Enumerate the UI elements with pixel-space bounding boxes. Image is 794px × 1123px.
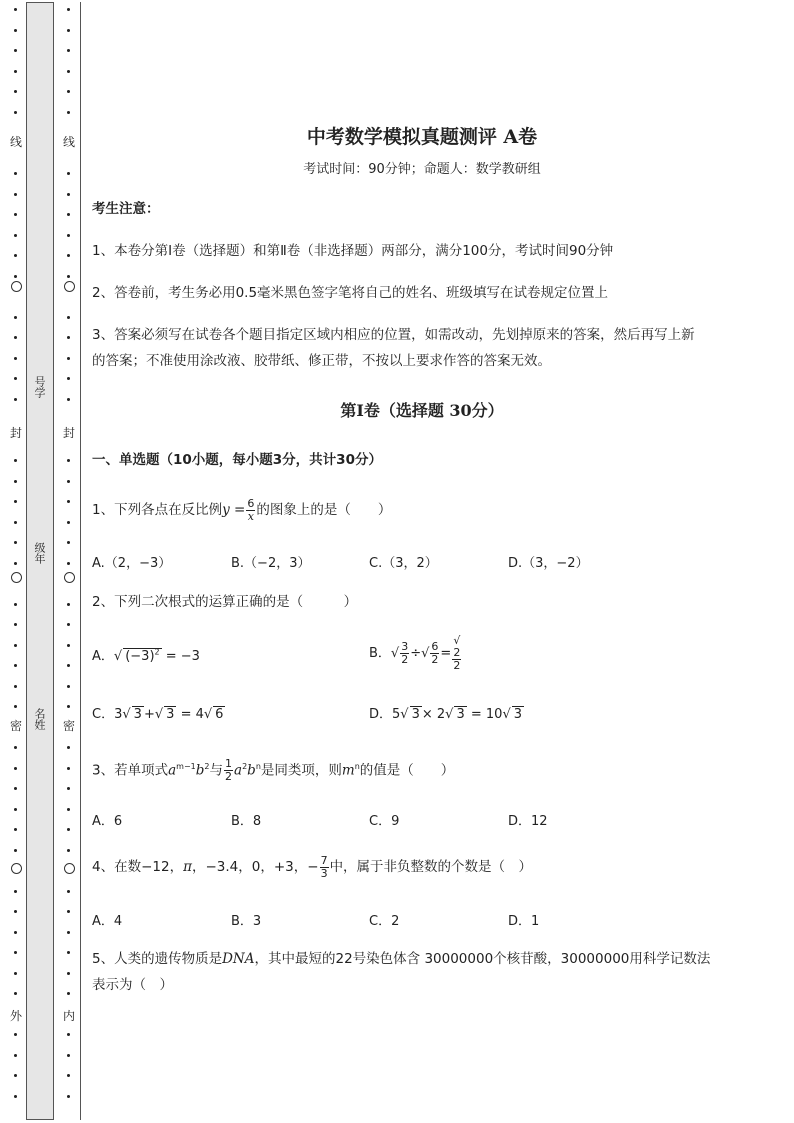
q1-func: y = <box>222 502 246 518</box>
left-mark-mi: 密 <box>9 719 22 733</box>
binding-dot <box>67 234 70 237</box>
binding-dot <box>14 910 17 913</box>
binding-dot <box>14 213 17 216</box>
binding-dot <box>14 541 17 544</box>
binding-dot <box>14 480 17 483</box>
q1-option-a[interactable]: A.（2，−3） <box>92 556 172 571</box>
binding-dot <box>14 828 17 831</box>
q2-c-r2: 3 <box>166 707 175 722</box>
binding-dot <box>67 49 70 52</box>
q3-mono1-b: b <box>195 762 205 779</box>
q5-pre: 5、人类的遗传物质是 <box>92 951 223 967</box>
q4-pre: 4、在数−12， <box>92 859 184 875</box>
q3-mono2-b: b <box>247 762 256 779</box>
question-5-stem-cont: 表示为（ ） <box>92 977 173 993</box>
inner-mark-nei: 内 <box>62 1009 75 1023</box>
binding-dot <box>67 172 70 175</box>
q1-frac-den: x <box>247 509 254 523</box>
q1-pre: 1、下列各点在反比例 <box>92 502 223 518</box>
inner-mark-feng: 封 <box>62 426 75 440</box>
q2-d-r3: 3 <box>513 707 523 722</box>
binding-dot <box>14 992 17 995</box>
inner-circle-1 <box>64 281 75 292</box>
binding-dot <box>67 357 70 360</box>
q2-c-r1: 3 <box>133 707 142 722</box>
q2-c-r3: 6 <box>215 707 224 722</box>
q4-option-a[interactable]: A．4 <box>92 914 123 929</box>
binding-dot <box>14 787 17 790</box>
binding-dot <box>14 254 17 257</box>
notice-item-3-cont: 的答案；不准使用涂改液、胶带纸、修正带，不按以上要求作答的答案无效。 <box>92 353 551 369</box>
binding-dot <box>14 951 17 954</box>
q2-b-rd: 2 <box>453 659 461 672</box>
binding-dot <box>67 8 70 11</box>
q2-a-exponent: 2 <box>154 647 160 657</box>
binding-dot <box>67 910 70 913</box>
binding-dot <box>14 808 17 811</box>
q2-c-coef: 3 <box>114 707 123 722</box>
q2-b-frac1 <box>400 641 409 666</box>
notice-item-3: 3、答案必须写在试卷各个题目指定区域内相应的位置，如需改动，先划掉原来的答案，然后再写上新 <box>92 327 695 343</box>
binding-dot <box>14 234 17 237</box>
left-mark-xian: 线 <box>9 135 22 149</box>
binding-dot <box>67 705 70 708</box>
gutter-label-grade: 级年 <box>33 542 46 564</box>
q3-mono1-bexp: 2 <box>204 762 210 771</box>
binding-dot <box>67 29 70 32</box>
exam-title: 中考数学模拟真题测评 A卷 <box>306 126 538 148</box>
q2-b-label: B． <box>369 646 391 661</box>
binding-dot <box>14 562 17 565</box>
binding-dot <box>67 1033 70 1036</box>
gutter-label-student-number: 号学 <box>33 376 46 398</box>
q4-option-c[interactable]: C．2 <box>369 914 400 929</box>
q2-b-n2: 6 <box>431 640 439 653</box>
q2-b-d1: 2 <box>401 653 409 666</box>
q2-option-a[interactable]: A．√ $(-3)^2 = -3$ <box>92 647 200 664</box>
q2-b-eq: = <box>440 646 452 661</box>
binding-dot <box>14 1033 17 1036</box>
binding-dot <box>14 49 17 52</box>
q2-a-radicand: (−3) <box>125 649 155 664</box>
inner-mark-mi: 密 <box>62 719 75 733</box>
binding-dot <box>67 931 70 934</box>
binding-dot <box>67 500 70 503</box>
q2-b-frac2 <box>430 641 439 666</box>
q4-post: 中，属于非负整数的个数是（ ） <box>329 859 533 875</box>
q2-c-plus: + <box>143 707 155 722</box>
question-3-stem <box>92 752 752 786</box>
binding-dot <box>67 541 70 544</box>
binding-dot <box>14 664 17 667</box>
q3-frac-den: 2 <box>225 770 232 783</box>
q4-fraction <box>320 855 329 880</box>
q4-frac-den: 3 <box>320 866 328 880</box>
binding-dot <box>14 398 17 401</box>
binding-dot <box>67 767 70 770</box>
q2-b-op: ÷ <box>410 646 422 661</box>
q2-a-rhs: = −3 <box>165 649 200 664</box>
binding-dot <box>67 992 70 995</box>
binding-dot <box>67 70 70 73</box>
binding-dot <box>14 459 17 462</box>
left-mark-wai: 外 <box>9 1009 22 1023</box>
q2-d-label: D． <box>369 707 393 722</box>
q5-dna: DNA <box>222 951 255 967</box>
binding-dot <box>14 275 17 278</box>
binding-dot <box>14 1095 17 1098</box>
exam-subtitle: 考试时间：90分钟；命题人：数学教研组 <box>303 162 541 177</box>
binding-dot <box>14 746 17 749</box>
question-1-stem <box>92 495 752 525</box>
q4-option-d[interactable]: D．1 <box>508 914 540 929</box>
q3-pre: 3、若单项式 <box>92 762 169 779</box>
q1-frac-num: 6 <box>247 496 255 510</box>
binding-dot <box>14 90 17 93</box>
binding-dot <box>14 1074 17 1077</box>
q3-option-d[interactable]: D．12 <box>508 814 548 829</box>
binding-dot <box>67 193 70 196</box>
binding-dot <box>14 623 17 626</box>
binding-dot <box>67 336 70 339</box>
q2-b-rn: 2 <box>453 646 461 659</box>
inner-circle-3 <box>64 863 75 874</box>
binding-dot <box>67 623 70 626</box>
question-2-stem: 2、下列二次根式的运算正确的是（ ） <box>92 594 358 610</box>
q2-b-n1: 3 <box>401 640 409 653</box>
binding-dot <box>67 808 70 811</box>
binding-dot <box>67 521 70 524</box>
binding-dot <box>67 398 70 401</box>
q2-b-d2: 2 <box>431 653 439 666</box>
q2-option-b[interactable]: B．√ $\frac{3}{2}$ ÷√ $\frac{6}{2}$ = √ 2 2 <box>369 634 461 672</box>
binding-dot <box>14 377 17 380</box>
q1-option-c[interactable]: C.（3，2） <box>369 556 438 571</box>
binding-dot <box>67 213 70 216</box>
binding-dot <box>14 8 17 11</box>
inner-mark-xian: 线 <box>62 135 75 149</box>
binding-dot <box>14 603 17 606</box>
q3-post2: 的值是（ ） <box>359 762 455 779</box>
q3-mid: 与 <box>209 762 223 779</box>
q3-frac-num: 1 <box>225 757 232 770</box>
binding-dot <box>67 890 70 893</box>
q3-m-base: m <box>341 762 355 779</box>
binding-dot <box>67 644 70 647</box>
q1-option-b[interactable]: B.（−2，3） <box>231 556 311 571</box>
q3-mono2-exp: 2 <box>242 762 248 771</box>
q3-fraction <box>224 758 233 783</box>
q2-b-frac3: √ 2 2 <box>453 634 461 672</box>
gutter-label-name: 名姓 <box>33 708 46 730</box>
binding-dot <box>67 377 70 380</box>
question-5-stem <box>92 946 752 972</box>
binding-dot <box>67 787 70 790</box>
q2-c-eq: = 4 <box>180 707 204 722</box>
binding-dot <box>14 316 17 319</box>
binding-dot <box>14 29 17 32</box>
binding-dot <box>14 193 17 196</box>
binding-dot <box>67 746 70 749</box>
binding-dot <box>14 70 17 73</box>
binding-dot <box>67 849 70 852</box>
binding-dot <box>14 336 17 339</box>
q4-frac-num: 7 <box>320 853 328 867</box>
binding-dot <box>14 357 17 360</box>
q5-post: ，其中最短的22号染色体含 30000000个核苷酸，30000000用科学记数法 <box>254 951 711 967</box>
notice-item-2: 2、答卷前，考生务必用0.5毫米黑色签字笔将自己的姓名、班级填写在试卷规定位置上 <box>92 285 609 301</box>
binding-dot <box>67 603 70 606</box>
binding-dot <box>67 972 70 975</box>
q1-option-d[interactable]: D.（3，−2） <box>508 556 589 571</box>
left-circle-3 <box>11 863 22 874</box>
question-4-stem <box>92 852 752 882</box>
q4-pi: π <box>183 859 192 875</box>
q2-d-r2: 3 <box>456 707 465 722</box>
q3-mono1-exp: m−1 <box>176 762 196 771</box>
binding-dot <box>14 111 17 114</box>
left-circle-1 <box>11 281 22 292</box>
q3-option-a[interactable]: A．6 <box>92 814 123 829</box>
binding-dot <box>67 685 70 688</box>
binding-dot <box>14 890 17 893</box>
binding-dot <box>67 90 70 93</box>
binding-dot <box>14 172 17 175</box>
q2-d-eq: = 10 <box>470 707 503 722</box>
q2-option-c[interactable]: C．3√ 3 +√ 3 = 4√ 6 <box>92 707 224 722</box>
binding-dot <box>14 1054 17 1057</box>
q3-mono2-bexp: n <box>255 762 261 771</box>
q3-mono2: a <box>234 762 243 779</box>
q3-post1: 是同类项，则 <box>260 762 342 779</box>
q2-d-coef: 5 <box>392 707 401 722</box>
binding-dot <box>67 316 70 319</box>
q2-d-times: × 2 <box>421 707 446 722</box>
binding-dot <box>67 480 70 483</box>
left-circle-2 <box>11 572 22 583</box>
notice-item-1: 1、本卷分第I卷（选择题）和第Ⅱ卷（非选择题）两部分，满分100分，考试时间90分钟 <box>92 243 614 259</box>
q3-m-exp: n <box>354 762 360 771</box>
binding-dot <box>67 275 70 278</box>
binding-dot <box>14 705 17 708</box>
q3-option-c[interactable]: C．9 <box>369 814 400 829</box>
q2-c-label: C． <box>92 707 115 722</box>
notice-heading: 考生注意： <box>92 201 160 217</box>
q2-d-r1: 3 <box>411 707 420 722</box>
inner-circle-2 <box>64 572 75 583</box>
q3-mono1-base: a <box>168 762 177 779</box>
binding-dot <box>67 254 70 257</box>
q3-option-b[interactable]: B．8 <box>231 814 262 829</box>
binding-dot <box>14 500 17 503</box>
binding-dot <box>14 972 17 975</box>
binding-dot <box>67 562 70 565</box>
q2-option-d[interactable]: D．5√ 3 × 2√ 3 = 10√ 3 <box>369 707 523 722</box>
binding-dot <box>14 644 17 647</box>
section-title: 第I卷（选择题 30分） <box>340 401 504 420</box>
q2-a-label: A． <box>92 649 114 664</box>
q1-fraction <box>246 498 255 523</box>
q1-post: 的图象上的是（ ） <box>256 502 392 518</box>
binding-dot <box>67 1095 70 1098</box>
binding-dot <box>14 849 17 852</box>
binding-dot <box>67 664 70 667</box>
binding-dot <box>67 1054 70 1057</box>
left-mark-feng: 封 <box>9 426 22 440</box>
binding-dot <box>14 767 17 770</box>
binding-dot <box>67 111 70 114</box>
q4-option-b[interactable]: B．3 <box>231 914 262 929</box>
q4-mid: ，−3.4，0，+3，− <box>191 859 319 875</box>
binding-dot <box>14 685 17 688</box>
binding-dot <box>14 521 17 524</box>
binding-dot <box>67 828 70 831</box>
binding-dot <box>67 1074 70 1077</box>
part-heading: 一、单选题（10小题，每小题3分，共计30分） <box>92 452 382 468</box>
binding-dot <box>14 931 17 934</box>
binding-dot <box>67 459 70 462</box>
binding-dot <box>67 951 70 954</box>
